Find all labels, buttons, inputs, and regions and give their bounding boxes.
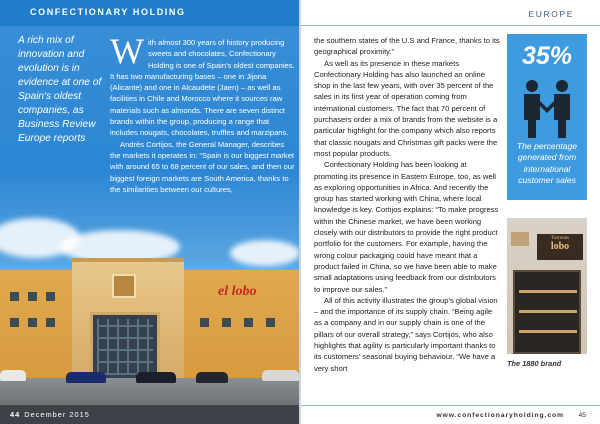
article-paragraph: Andrés Cortijos, the General Manager, describes the markets it operates in: “Spain is our biggest market with around 65 to 68 percent of our sales, and then our biggest foreign markets are South America, thanks to the similarities between our cultures, [110, 139, 295, 194]
window [10, 292, 19, 301]
window [200, 318, 209, 327]
crest-emblem [112, 274, 136, 298]
factory-photo [0, 200, 299, 405]
car [196, 372, 228, 383]
article-paragraph: As well as its presence in these markets Confectionary Holding has also launched an online shop in the last few years, with over 35 percent of the sales in its first year of operation coming from international customers. The fact that 70 percent of purchasers order a mix of brands from the website is a particular highlight for the company which also reports that classic nougats and Christmas gift packs were the most popular products. [314, 58, 498, 158]
shop-sign-brand: lobo [550, 241, 570, 252]
section-label: EUROPE [528, 9, 574, 19]
issue-date: December 2015 [24, 410, 90, 419]
left-page [0, 0, 299, 424]
stat-caption: The percentage generated from international customer sales [516, 141, 578, 185]
shop-logo [511, 232, 529, 246]
right-header [301, 0, 600, 26]
left-page-number: 44 [10, 410, 21, 419]
right-article-column [314, 35, 502, 374]
car [136, 372, 176, 383]
drop-cap: W [110, 31, 144, 71]
window [28, 318, 37, 327]
window [46, 318, 55, 327]
window [28, 292, 37, 301]
cloud [230, 240, 299, 266]
right-page-number: 45 [578, 412, 586, 419]
car [66, 372, 106, 383]
intro-text: ith almost 300 years of history producing sweets and chocolates, Confectionary Holding is one of Spain's oldest companies. It has two manufacturing bases – one in Jijona (Alicante) and one in Alcaudete (Jaen) – as well as facilities in Chile and Morocco where it sources raw materials such as almonds. There are seven distinct brands within the group, producing a range that includes nougats, chocolates, truffles and marzipans. [110, 38, 295, 138]
shop-window [513, 270, 581, 354]
stat-value: 35% [521, 42, 573, 70]
building-brand-sign: el lobo [218, 284, 257, 299]
publication-title: CONFECTIONARY HOLDING [30, 7, 186, 17]
car [0, 370, 26, 381]
shop-photo [507, 218, 587, 354]
left-header-bar [0, 0, 299, 26]
shelf [519, 290, 577, 293]
car [262, 370, 299, 381]
shop-sign-small: Turrones [551, 236, 569, 241]
pull-quote: A rich mix of innovation and evolution is in evidence at one of Spain's oldest companies, as Business Review Europe reports [18, 35, 102, 144]
window [46, 292, 55, 301]
window [222, 318, 231, 327]
shop-sign [537, 234, 583, 260]
handshake-icon [517, 78, 577, 140]
article-paragraph: All of this activity illustrates the group's global vision – and the importance of its supply chain. “Being agile as a company and in our supply chain is one of the pillars of our overall strategy,” says Cortijos, who also highlights that agility is particularly important thanks to its customers' seasonal buying behaviour. “We have a very short [314, 295, 498, 373]
shelf [519, 330, 577, 333]
left-footer-text [10, 410, 90, 419]
left-article-column [110, 31, 296, 195]
right-footer [301, 405, 600, 424]
photo-caption: The 1880 brand [507, 359, 562, 368]
left-footer [0, 405, 299, 424]
intro-paragraph [110, 31, 296, 139]
article-paragraph: the southern states of the U.S and France, thanks to its geographical proximity.” [314, 36, 500, 57]
window [244, 318, 253, 327]
right-page [301, 0, 600, 424]
window [10, 318, 19, 327]
stat-callout [507, 34, 587, 200]
shelf [519, 310, 577, 313]
window [266, 318, 275, 327]
article-paragraph: Confectionary Holding has been looking at promoting its presence in Eastern Europe, too, as well as exploring opportunities in Africa. And recently the group has started working with China, where local knowledge is key. Cortijos explains: “To make progress within the Chinese market, we have been working closely with our distributors to provide the right product portfolio for the customers. For example, having the wrong colour packaging could have meant that a product failed in China, so we have been able to make small adaptations using feedback from our distributors to improve our sales.” [314, 160, 499, 294]
website-link[interactable]: www.confectionaryholding.com [436, 412, 564, 419]
